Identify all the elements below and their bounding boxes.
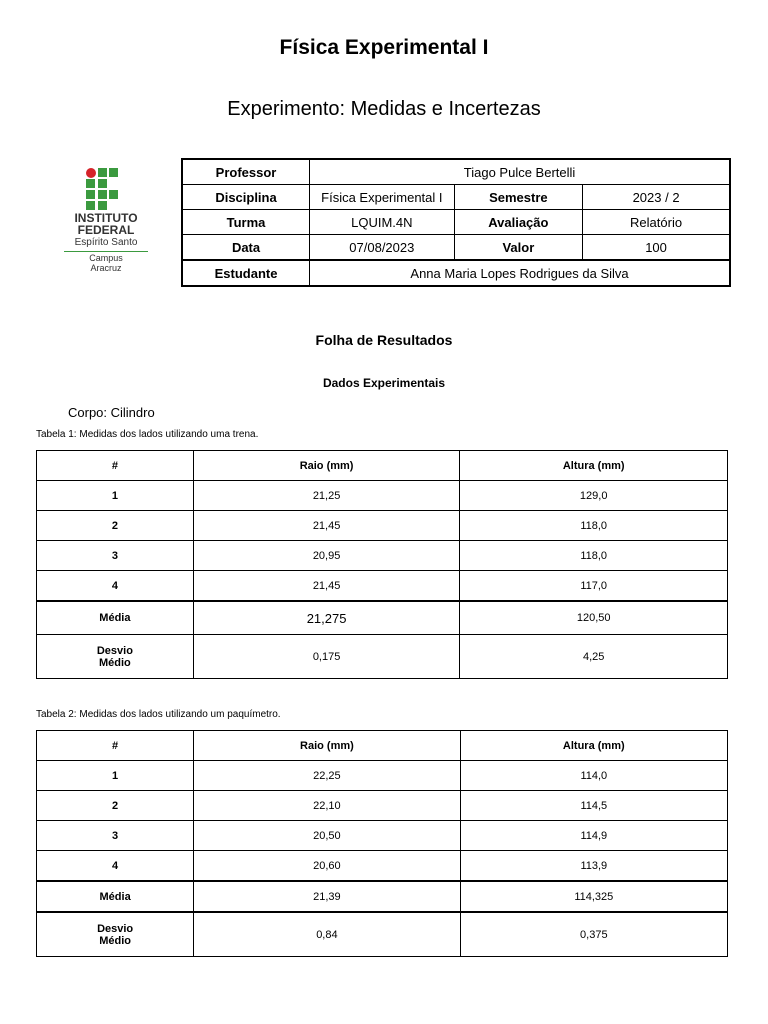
- table-cell: 21,25: [193, 481, 460, 511]
- info-label: Data: [182, 235, 310, 261]
- table-cell: 21,39: [194, 881, 460, 912]
- info-value: 100: [583, 235, 730, 261]
- table1: [36, 450, 728, 679]
- table-header-row: [37, 731, 728, 761]
- row-index: 2: [37, 791, 194, 821]
- logo-text: INSTITUTO: [74, 211, 138, 225]
- table-cell: 21,45: [193, 571, 460, 602]
- row-label: [37, 635, 194, 679]
- table-cell: 0,375: [460, 912, 727, 957]
- section-subtitle: Dados Experimentais: [322, 376, 446, 390]
- row-label: [37, 912, 194, 957]
- info-value: Física Experimental I: [310, 185, 455, 210]
- body-label: Corpo: Cilindro: [68, 405, 155, 420]
- logo-text: Espírito Santo: [74, 237, 138, 248]
- ifes-logo: [60, 166, 152, 278]
- logo-square-icon: [98, 190, 107, 199]
- logo-square-icon: [109, 190, 118, 199]
- logo-square-icon: [109, 168, 118, 177]
- logo-text: Campus: [89, 253, 123, 263]
- table-row: [37, 821, 728, 851]
- row-index: 1: [37, 761, 194, 791]
- row-index: 3: [37, 821, 194, 851]
- logo-square-icon: [98, 179, 107, 188]
- table-row: [37, 571, 728, 602]
- table-row: [37, 541, 728, 571]
- info-value: 2023 / 2: [583, 185, 730, 210]
- row-index: 3: [37, 541, 194, 571]
- table-cell: 4,25: [460, 635, 728, 679]
- logo-square-icon: [98, 201, 107, 210]
- table-cell: 20,95: [193, 541, 460, 571]
- table-cell: 0,175: [193, 635, 460, 679]
- info-label: Professor: [182, 159, 310, 185]
- table-header-row: [37, 451, 728, 481]
- row-label: Média: [37, 601, 194, 635]
- row-index: 2: [37, 511, 194, 541]
- document-subtitle: Experimento: Medidas e Incertezas: [227, 98, 541, 120]
- logo-square-icon: [86, 190, 95, 199]
- logo-red-dot-icon: [86, 168, 96, 178]
- table2: [36, 730, 728, 957]
- table-cell: 118,0: [460, 541, 728, 571]
- table-cell: 118,0: [460, 511, 728, 541]
- info-value: Anna Maria Lopes Rodrigues da Silva: [310, 260, 730, 286]
- table-cell: 113,9: [460, 851, 727, 882]
- logo-square-icon: [98, 168, 107, 177]
- table-row: [37, 761, 728, 791]
- info-label: Disciplina: [182, 185, 310, 210]
- table-cell: 114,325: [460, 881, 727, 912]
- info-row: [182, 235, 730, 261]
- table-row: [37, 481, 728, 511]
- logo-divider: [64, 251, 148, 252]
- info-label: Estudante: [182, 260, 310, 286]
- header-cell: Altura (mm): [460, 451, 728, 481]
- table-cell: 20,50: [194, 821, 460, 851]
- table-mean-row: [37, 601, 728, 635]
- table-cell: 20,60: [194, 851, 460, 882]
- info-row: [182, 159, 730, 185]
- logo-square-icon: [86, 201, 95, 210]
- table-cell: 21,275: [193, 601, 460, 635]
- table-deviation-row: [37, 912, 728, 957]
- info-label: Turma: [182, 210, 310, 235]
- info-value: 07/08/2023: [310, 235, 455, 261]
- table-row: [37, 791, 728, 821]
- info-label: Semestre: [454, 185, 583, 210]
- table-deviation-row: [37, 635, 728, 679]
- row-label: Média: [37, 881, 194, 912]
- info-value: Tiago Pulce Bertelli: [310, 159, 730, 185]
- row-label-line: Médio: [99, 656, 131, 669]
- table-row: [37, 511, 728, 541]
- header-cell: Raio (mm): [194, 731, 460, 761]
- logo-square-icon: [86, 179, 95, 188]
- row-label-line: Médio: [99, 934, 131, 947]
- table-cell: 0,84: [194, 912, 460, 957]
- table-cell: 114,5: [460, 791, 727, 821]
- info-label: Valor: [454, 235, 583, 261]
- info-value: LQUIM.4N: [310, 210, 455, 235]
- info-value: Relatório: [583, 210, 730, 235]
- table2-caption: Tabela 2: Medidas dos lados utilizando um paquímetro.: [36, 709, 281, 720]
- table-cell: 114,0: [460, 761, 727, 791]
- table-cell: 117,0: [460, 571, 728, 602]
- table-cell: 22,10: [194, 791, 460, 821]
- info-row: [182, 260, 730, 286]
- table-mean-row: [37, 881, 728, 912]
- info-row: [182, 185, 730, 210]
- table-cell: 114,9: [460, 821, 727, 851]
- row-index: 4: [37, 851, 194, 882]
- logo-text: FEDERAL: [77, 223, 135, 237]
- row-index: 1: [37, 481, 194, 511]
- table-row: [37, 851, 728, 882]
- table1-caption: Tabela 1: Medidas dos lados utilizando uma trena.: [36, 429, 259, 440]
- row-label-line: Desvio: [97, 922, 134, 935]
- header-cell: #: [37, 451, 194, 481]
- header-cell: Raio (mm): [193, 451, 460, 481]
- table-cell: 129,0: [460, 481, 728, 511]
- header-cell: Altura (mm): [460, 731, 727, 761]
- info-row: [182, 210, 730, 235]
- table-cell: 120,50: [460, 601, 728, 635]
- document-title: Física Experimental I: [279, 36, 489, 59]
- section-title: Folha de Resultados: [315, 332, 453, 348]
- table-cell: 21,45: [193, 511, 460, 541]
- row-index: 4: [37, 571, 194, 602]
- info-label: Avaliação: [454, 210, 583, 235]
- course-info-table: [181, 158, 731, 287]
- logo-text: Aracruz: [90, 263, 122, 273]
- table-cell: 22,25: [194, 761, 460, 791]
- header-cell: #: [37, 731, 194, 761]
- row-label-line: Desvio: [96, 644, 133, 657]
